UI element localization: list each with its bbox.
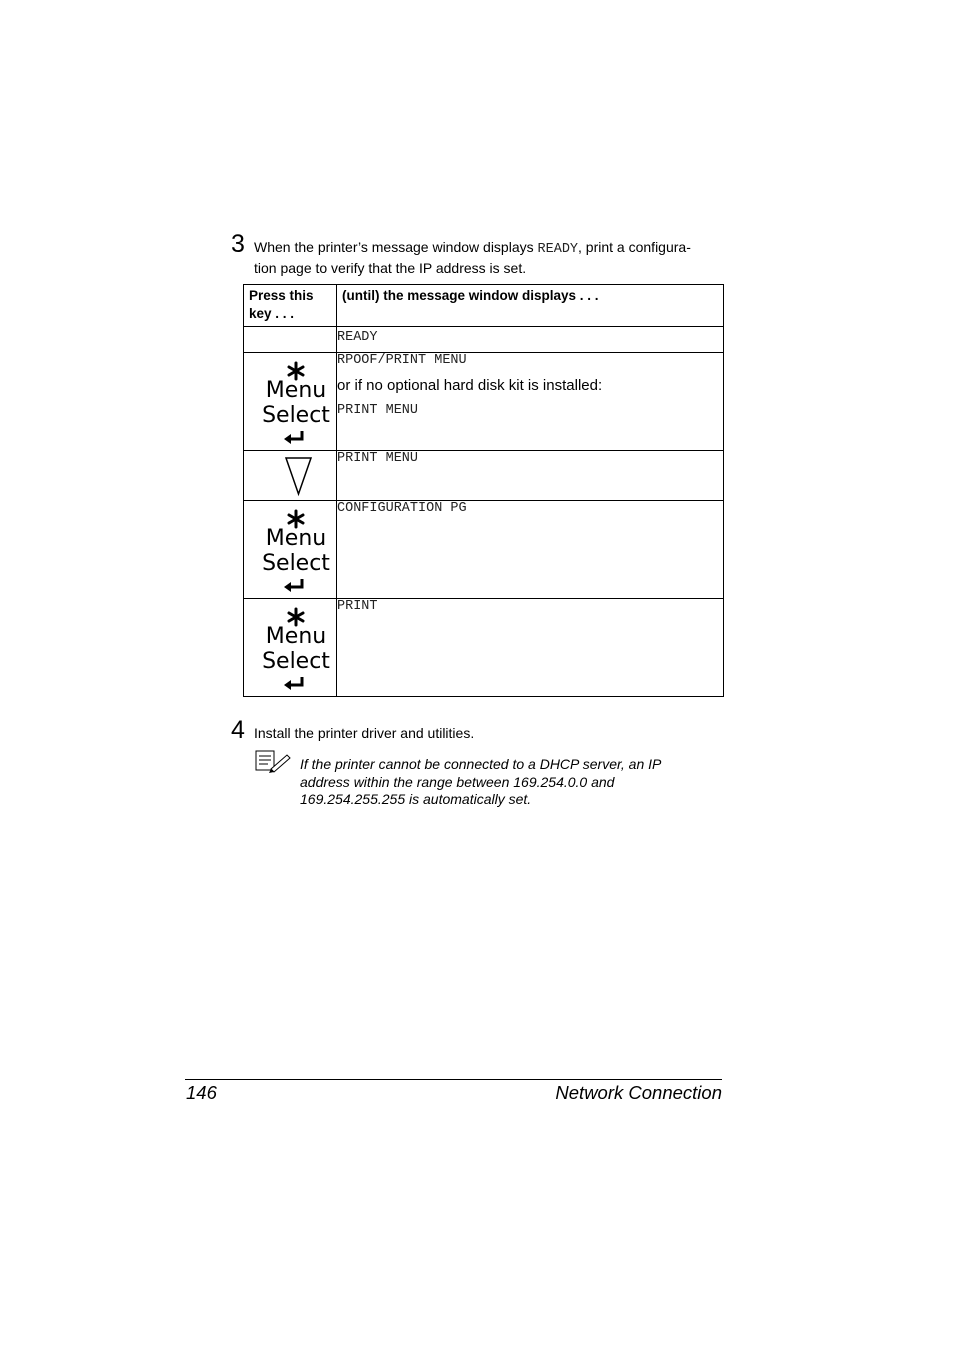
header-press-key: Press this key . . .	[244, 285, 337, 327]
step-3-text	[254, 238, 724, 277]
note-line-1: If the printer cannot be connected to a DHCP server, an IP	[300, 756, 662, 772]
menu-label: Menu	[265, 526, 327, 551]
key-cell	[244, 599, 337, 697]
table-row	[244, 599, 724, 697]
section-title: Network Connection	[555, 1082, 722, 1103]
no-hard-disk-note: or if no optional hard disk kit is installed:	[337, 377, 603, 394]
display-print-menu: PRINT MENU	[337, 451, 419, 466]
header-message-display: (until) the message window displays . . .	[337, 285, 724, 327]
table-row	[244, 327, 724, 353]
display-ready: READY	[337, 330, 378, 345]
message-cell	[337, 451, 724, 501]
key-cell-empty	[244, 327, 337, 353]
note-pen-icon	[255, 749, 291, 773]
menu-select-key-icon	[250, 353, 330, 447]
down-arrow-key-icon	[250, 451, 330, 499]
table-header-row	[244, 285, 724, 327]
step-4-number: 4	[231, 716, 245, 744]
step-3-number: 3	[231, 230, 245, 258]
key-sequence-table	[243, 284, 724, 697]
message-cell	[337, 501, 724, 599]
message-cell	[337, 353, 724, 451]
select-label: Select	[262, 649, 330, 674]
select-label: Select	[262, 551, 330, 576]
note-line-2: address within the range between 169.254.0.0 and	[300, 773, 615, 790]
display-print: PRINT	[337, 599, 378, 614]
menu-label: Menu	[265, 624, 327, 649]
key-cell	[244, 451, 337, 501]
step-3-ready-code: READY	[537, 242, 579, 257]
table-row	[244, 353, 724, 451]
menu-label: Menu	[265, 378, 327, 403]
message-cell	[337, 327, 724, 353]
display-rpoof-print-menu: RPOOF/PRINT MENU	[337, 353, 467, 368]
table-row	[244, 451, 724, 501]
footer-rule	[185, 1079, 722, 1080]
page-number: 146	[186, 1082, 217, 1103]
table-row	[244, 501, 724, 599]
menu-select-key-icon	[250, 501, 330, 595]
note-line-3: 169.254.255.255 is automatically set.	[300, 791, 532, 807]
step-3-text-before: When the printer’s message window displays	[254, 239, 538, 255]
select-label: Select	[262, 403, 330, 428]
step-3-text-line2: tion page to verify that the IP address is set.	[254, 260, 527, 276]
key-cell	[244, 501, 337, 599]
step-3-text-after: , print a configura-	[578, 239, 691, 255]
display-print-menu-alt: PRINT MENU	[337, 403, 419, 418]
dhcp-note	[300, 756, 720, 809]
key-cell	[244, 353, 337, 451]
menu-select-key-icon	[250, 599, 330, 693]
step-4-text: Install the printer driver and utilities.	[254, 725, 475, 741]
display-configuration-pg: CONFIGURATION PG	[337, 501, 467, 516]
message-cell	[337, 599, 724, 697]
